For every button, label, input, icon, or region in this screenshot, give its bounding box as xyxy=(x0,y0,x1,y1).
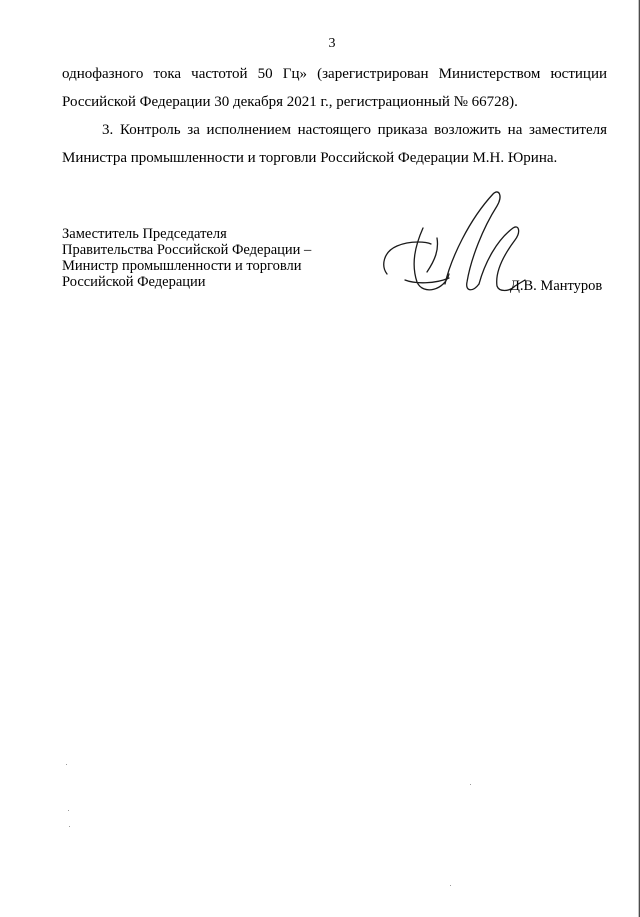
signer-title-line: Министр промышленности и торговли xyxy=(62,258,302,274)
signer-name: Д.В. Мантуров xyxy=(510,278,603,294)
scan-speck xyxy=(69,826,70,827)
scan-speck xyxy=(68,810,69,811)
paragraph-control-clause xyxy=(62,116,607,172)
signer-title-line: Правительства Российской Федерации – xyxy=(62,242,312,258)
scan-speck xyxy=(450,885,451,886)
page-number: 3 xyxy=(328,36,336,51)
signature-stroke xyxy=(445,192,500,290)
paragraph-line: 3. Контроль за исполнением настоящего приказа возложить на заместителя xyxy=(102,122,607,138)
paragraph-registration-info xyxy=(62,60,607,116)
scan-speck xyxy=(66,764,67,765)
scan-speck xyxy=(470,784,471,785)
signer-title-line: Российской Федерации xyxy=(62,274,206,290)
signature-stroke xyxy=(384,242,431,274)
paragraph-line: однофазного тока частотой 50 Гц» (зарегистрирован Министерством юстиции xyxy=(62,66,607,82)
signature-stroke xyxy=(405,278,449,283)
signer-title-line: Заместитель Председателя xyxy=(62,226,227,242)
paragraph-line: Российской Федерации 30 декабря 2021 г., регистрационный № 66728). xyxy=(62,94,518,110)
signer-title-block xyxy=(62,226,311,290)
paragraph-line: Министра промышленности и торговли Российской Федерации М.Н. Юрина. xyxy=(62,150,558,166)
